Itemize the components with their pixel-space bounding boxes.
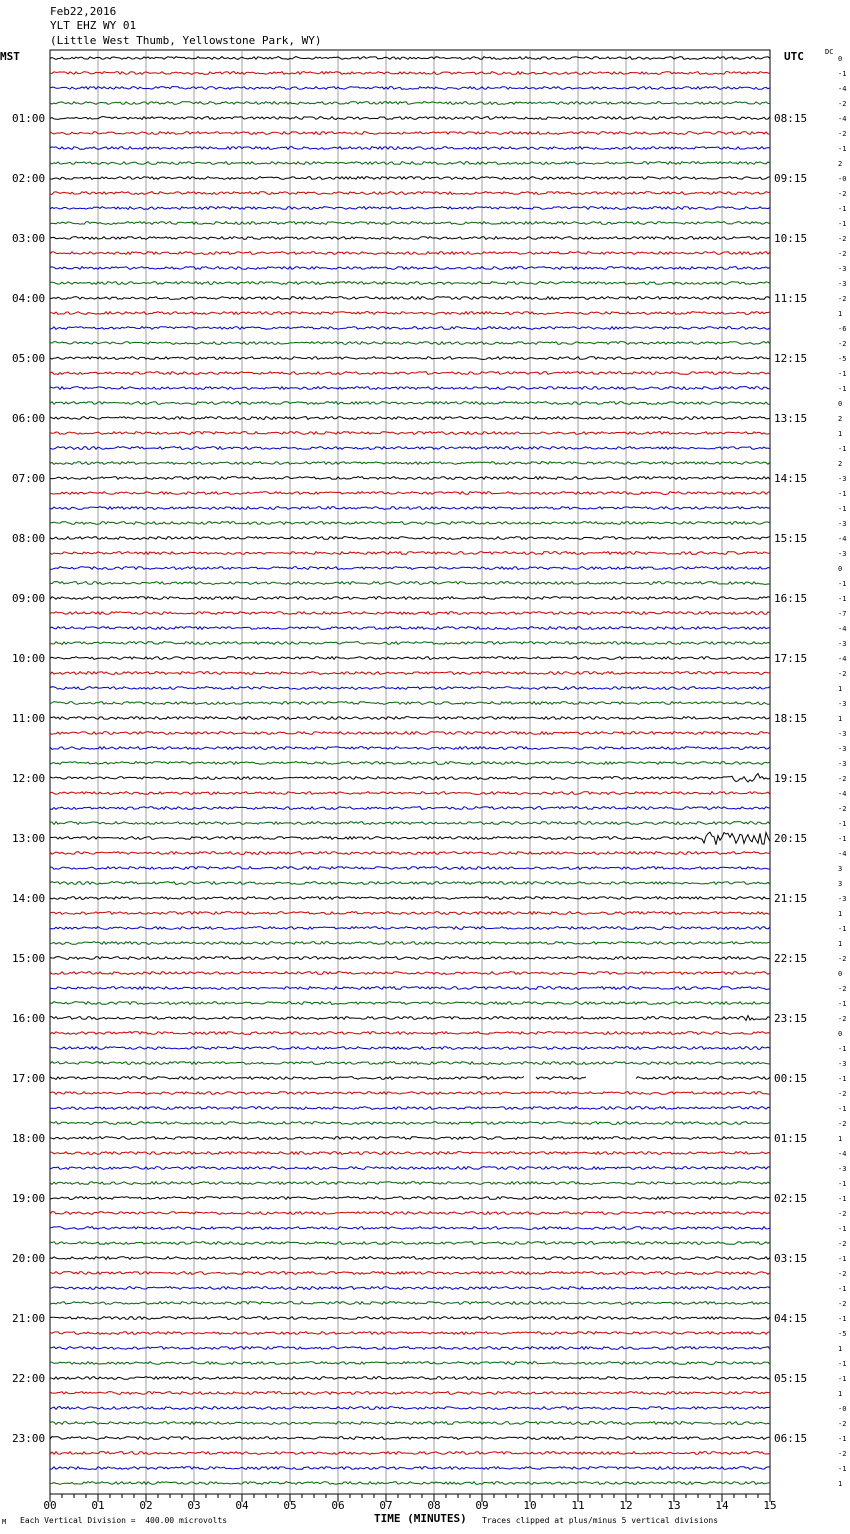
x-tick-label: 11	[571, 1499, 585, 1512]
seismic-trace-row	[50, 1197, 770, 1200]
seismic-trace-row	[50, 1152, 770, 1155]
dc-offset-label: 1	[838, 1480, 843, 1488]
dc-offset-label: -3	[838, 640, 847, 648]
seismic-trace-row	[50, 1272, 770, 1275]
mst-hour-label: 12:00	[12, 772, 46, 785]
dc-offset-label: 1	[838, 310, 843, 318]
dc-offset-label: -3	[838, 730, 847, 738]
dc-offset-label: -2	[838, 985, 847, 993]
dc-offset-label: -2	[838, 100, 847, 108]
seismic-trace-row	[50, 1257, 770, 1260]
seismic-trace-row	[50, 342, 770, 345]
seismic-trace-row	[50, 1122, 770, 1125]
seismic-trace-row	[50, 1242, 770, 1245]
seismic-trace-row	[50, 942, 770, 945]
seismic-trace-row	[50, 912, 770, 915]
mst-hour-label: 10:00	[12, 652, 46, 665]
dc-offset-label: -2	[838, 1210, 847, 1218]
seismic-trace-row	[50, 582, 770, 585]
seismic-trace-row	[50, 642, 770, 645]
utc-hour-label: 03:15	[774, 1252, 808, 1265]
utc-hour-label: 02:15	[774, 1192, 808, 1205]
seismic-trace-row	[50, 1167, 770, 1170]
dc-offset-label: -1	[838, 1045, 847, 1053]
seismic-trace-row	[50, 387, 770, 390]
seismic-trace-row	[50, 522, 770, 525]
seismic-trace-row	[50, 462, 770, 465]
x-tick-label: 09	[475, 1499, 489, 1512]
dc-offset-label: 1	[838, 1345, 843, 1353]
dc-offset-label: -1	[838, 1435, 847, 1443]
utc-hour-label: 06:15	[774, 1432, 808, 1445]
utc-hour-label: 19:15	[774, 772, 808, 785]
dc-offset-label: 1	[838, 910, 843, 918]
dc-offset-label: -1	[838, 70, 847, 78]
dc-offset-label: 1	[838, 715, 843, 723]
seismic-trace-row	[50, 717, 770, 720]
mst-hour-label: 17:00	[12, 1072, 46, 1085]
dc-offset-label: -2	[838, 775, 847, 783]
mst-hour-label: 20:00	[12, 1252, 46, 1265]
seismic-trace-row	[50, 252, 770, 255]
x-tick-label: 05	[283, 1499, 297, 1512]
x-tick-label: 07	[379, 1499, 393, 1512]
dc-offset-label: -1	[838, 1000, 847, 1008]
seismic-trace-row	[50, 867, 770, 870]
dc-offset-label: 0	[838, 565, 843, 573]
seismic-trace-row	[50, 1062, 770, 1065]
x-tick-label: 14	[715, 1499, 729, 1512]
seismic-trace-row	[50, 402, 770, 405]
utc-hour-label: 16:15	[774, 592, 808, 605]
seismic-trace-row	[50, 1347, 770, 1350]
dc-offset-label: -1	[838, 1195, 847, 1203]
seismic-trace-row	[50, 1362, 770, 1365]
x-tick-label: 02	[139, 1499, 153, 1512]
dc-offset-label: -2	[838, 295, 847, 303]
dc-offset-label: -3	[838, 1165, 847, 1173]
x-tick-label: 03	[187, 1499, 201, 1512]
dc-offset-label: -1	[838, 1255, 847, 1263]
seismic-trace-row	[50, 687, 770, 690]
seismic-trace-row	[50, 1227, 770, 1230]
dc-offset-label: -1	[838, 1180, 847, 1188]
seismic-trace-row	[50, 1047, 770, 1050]
seismic-trace-row	[50, 507, 770, 510]
dc-offset-label: -2	[838, 1300, 847, 1308]
dc-offset-label: -1	[838, 220, 847, 228]
seismic-trace-row	[50, 672, 770, 675]
utc-hour-label: 08:15	[774, 112, 808, 125]
seismic-trace-row	[50, 747, 770, 750]
seismic-trace-row	[50, 72, 770, 75]
seismic-trace-row	[50, 492, 770, 495]
dc-offset-label: -2	[838, 235, 847, 243]
seismic-trace-row	[50, 312, 770, 315]
seismic-trace-row	[50, 1437, 770, 1440]
dc-offset-label: -3	[838, 760, 847, 768]
mst-hour-label: 04:00	[12, 292, 46, 305]
x-tick-label: 00	[43, 1499, 57, 1512]
seismic-trace-row	[50, 1302, 770, 1305]
seismic-trace-row	[50, 417, 770, 420]
dc-offset-label: -1	[838, 445, 847, 453]
seismic-trace-row	[50, 852, 770, 855]
seismic-trace-row	[50, 1107, 770, 1110]
dc-offset-label: -1	[838, 1375, 847, 1383]
dc-offset-label: 0	[838, 1030, 843, 1038]
mst-hour-label: 01:00	[12, 112, 46, 125]
seismic-trace-row	[50, 1032, 770, 1035]
dc-offset-label: 0	[838, 55, 843, 63]
seismic-trace-row	[50, 897, 770, 900]
utc-hour-label: 18:15	[774, 712, 808, 725]
dc-offset-label: 1	[838, 1390, 843, 1398]
utc-hour-label: 01:15	[774, 1132, 808, 1145]
utc-hour-label: 11:15	[774, 292, 808, 305]
seismic-trace-row	[50, 192, 770, 195]
seismic-trace-row	[50, 1002, 770, 1005]
dc-offset-label: -1	[838, 1285, 847, 1293]
dc-offset-label: -1	[838, 1315, 847, 1323]
seismic-trace-row	[50, 1422, 770, 1425]
seismic-trace-row	[50, 627, 770, 630]
seismic-trace-row	[50, 552, 770, 555]
seismic-trace-row	[50, 57, 770, 60]
dc-offset-label: -1	[838, 505, 847, 513]
mst-hour-label: 11:00	[12, 712, 46, 725]
seismic-trace-row	[50, 612, 770, 615]
dc-offset-label: -2	[838, 955, 847, 963]
seismic-trace-row	[50, 1212, 770, 1215]
dc-offset-label: -0	[838, 175, 847, 183]
dc-offset-label: -3	[838, 895, 847, 903]
dc-offset-label: -3	[838, 265, 847, 273]
dc-offset-label: -4	[838, 1150, 847, 1158]
dc-offset-label: -4	[838, 790, 847, 798]
utc-hour-label: 20:15	[774, 832, 808, 845]
dc-offset-label: -2	[838, 1450, 847, 1458]
seismic-trace-row	[50, 597, 770, 600]
seismic-trace-row	[50, 222, 770, 225]
dc-offset-label: -1	[838, 1105, 847, 1113]
dc-offset-label: -2	[838, 1270, 847, 1278]
seismic-trace-row	[50, 177, 770, 180]
mst-hour-label: 06:00	[12, 412, 46, 425]
seismic-trace-row	[50, 1182, 770, 1185]
mst-hour-label: 02:00	[12, 172, 46, 185]
dc-offset-label: -1	[838, 1225, 847, 1233]
seismic-trace-row	[50, 1137, 770, 1140]
seismic-trace-row	[50, 537, 770, 540]
station-code: YLT EHZ WY 01	[50, 19, 137, 32]
utc-hour-label: 17:15	[774, 652, 808, 665]
station-location: (Little West Thumb, Yellowstone Park, WY)	[50, 34, 322, 47]
mst-hour-label: 14:00	[12, 892, 46, 905]
dc-offset-label: -1	[838, 1075, 847, 1083]
utc-hour-label: 12:15	[774, 352, 808, 365]
utc-hour-label: 22:15	[774, 952, 808, 965]
corner-mark: M	[2, 1518, 7, 1526]
seismic-trace-row	[50, 832, 770, 845]
dc-offset-header: DC	[825, 48, 834, 56]
utc-hour-label: 23:15	[774, 1012, 808, 1025]
trace-group	[50, 57, 770, 1485]
x-tick-label: 04	[235, 1499, 249, 1512]
dc-offset-label: -2	[838, 1240, 847, 1248]
x-axis-title: TIME (MINUTES)	[374, 1512, 467, 1525]
dc-offset-label: -2	[838, 1090, 847, 1098]
mst-hour-label: 23:00	[12, 1432, 46, 1445]
dc-offset-label: -2	[838, 1015, 847, 1023]
x-tick-label: 10	[523, 1499, 537, 1512]
dc-offset-label: -4	[838, 655, 847, 663]
dc-offset-label: -4	[838, 85, 847, 93]
seismic-trace-row	[50, 162, 770, 165]
seismic-trace-row	[50, 282, 770, 285]
time-axis	[43, 1494, 776, 1512]
seismic-trace-row	[50, 432, 770, 435]
seismic-trace-row	[50, 567, 770, 570]
dc-offset-label: -1	[838, 205, 847, 213]
seismic-trace-row	[50, 1092, 770, 1095]
seismic-trace-row	[50, 702, 770, 705]
seismic-trace-row	[50, 372, 770, 375]
utc-hour-label: 00:15	[774, 1072, 808, 1085]
dc-offset-label: 3	[838, 880, 843, 888]
dc-offset-label: 1	[838, 940, 843, 948]
seismic-trace-row	[50, 102, 770, 105]
dc-offset-label: -1	[838, 925, 847, 933]
dc-offset-label: -4	[838, 115, 847, 123]
utc-hour-label: 21:15	[774, 892, 808, 905]
mst-hour-label: 13:00	[12, 832, 46, 845]
dc-offset-label: 2	[838, 160, 843, 168]
dc-offset-label: -1	[838, 835, 847, 843]
dc-offset-label: -0	[838, 1405, 847, 1413]
dc-offset-label: -2	[838, 670, 847, 678]
dc-offset-label: 0	[838, 970, 843, 978]
mst-hour-label: 07:00	[12, 472, 46, 485]
seismic-trace-row	[50, 1317, 770, 1320]
dc-offset-label: -7	[838, 610, 847, 618]
utc-hour-label: 15:15	[774, 532, 808, 545]
dc-offset-label: -5	[838, 355, 847, 363]
seismic-trace-row	[50, 1452, 770, 1455]
dc-offset-label: -4	[838, 535, 847, 543]
seismic-trace-row	[50, 1482, 770, 1485]
dc-offset-label: -3	[838, 280, 847, 288]
seismic-trace-row	[50, 297, 770, 300]
seismic-trace-row	[50, 792, 770, 795]
utc-hour-label: 04:15	[774, 1312, 808, 1325]
dc-offset-label: -2	[838, 805, 847, 813]
mst-hour-label: 08:00	[12, 532, 46, 545]
mst-hour-label: 16:00	[12, 1012, 46, 1025]
dc-offset-label: -4	[838, 850, 847, 858]
dc-offset-label: -1	[838, 820, 847, 828]
seismic-trace-row	[50, 1392, 770, 1395]
x-tick-label: 13	[667, 1499, 681, 1512]
dc-offset-label: -2	[838, 190, 847, 198]
mst-hour-label: 03:00	[12, 232, 46, 245]
utc-hour-label: 09:15	[774, 172, 808, 185]
mst-hour-label: 05:00	[12, 352, 46, 365]
seismic-trace-row	[50, 1287, 770, 1290]
seismic-trace-row	[50, 822, 770, 825]
dc-offset-label: -2	[838, 130, 847, 138]
seismic-trace-row	[50, 207, 770, 210]
mst-hour-label: 15:00	[12, 952, 46, 965]
seismic-trace-row	[50, 1077, 770, 1080]
dc-offset-label: -1	[838, 595, 847, 603]
dc-offset-label: 1	[838, 685, 843, 693]
dc-offset-label: -3	[838, 700, 847, 708]
seismic-trace-row	[50, 1467, 770, 1470]
mst-hour-label: 18:00	[12, 1132, 46, 1145]
seismic-trace-row	[50, 327, 770, 330]
dc-offset-label: 2	[838, 415, 843, 423]
utc-hour-label: 14:15	[774, 472, 808, 485]
seismic-trace-row	[50, 732, 770, 735]
utc-hour-label: 13:15	[774, 412, 808, 425]
dc-offset-label: -6	[838, 325, 847, 333]
seismic-trace-row	[50, 987, 770, 990]
x-tick-label: 15	[763, 1499, 777, 1512]
seismic-trace-row	[50, 1016, 770, 1021]
seismic-trace-row	[50, 147, 770, 150]
mst-hour-label: 21:00	[12, 1312, 46, 1325]
dc-offset-label: -3	[838, 520, 847, 528]
seismic-trace-row	[50, 762, 770, 765]
dc-offset-label: -1	[838, 1360, 847, 1368]
seismic-trace-row	[50, 774, 770, 783]
seismic-trace-row	[50, 807, 770, 810]
x-tick-label: 12	[619, 1499, 633, 1512]
dc-offset-label: -2	[838, 250, 847, 258]
left-timezone-label: MST	[0, 50, 20, 63]
dc-offset-label: -1	[838, 370, 847, 378]
seismic-trace-row	[50, 957, 770, 960]
right-timezone-label: UTC	[784, 50, 804, 63]
x-tick-label: 06	[331, 1499, 345, 1512]
dc-offset-label: -2	[838, 1420, 847, 1428]
dc-offset-label: -2	[838, 340, 847, 348]
dc-offset-label: -3	[838, 745, 847, 753]
x-tick-label: 08	[427, 1499, 441, 1512]
seismic-trace-row	[50, 477, 770, 480]
seismic-trace-row	[50, 927, 770, 930]
dc-offset-label: -5	[838, 1330, 847, 1338]
seismic-trace-row	[50, 357, 770, 360]
seismic-trace-row	[50, 1407, 770, 1410]
seismic-trace-row	[50, 657, 770, 660]
seismic-trace-row	[50, 267, 770, 270]
seismic-trace-row	[50, 132, 770, 135]
seismic-trace-row	[50, 87, 770, 90]
utc-hour-label: 10:15	[774, 232, 808, 245]
dc-offset-label: -2	[838, 1120, 847, 1128]
seismic-trace-row	[50, 237, 770, 240]
dc-offset-label: -3	[838, 1060, 847, 1068]
record-date: Feb22,2016	[50, 5, 117, 18]
dc-offset-label: -4	[838, 625, 847, 633]
dc-offset-label: 0	[838, 400, 843, 408]
clipping-note: Traces clipped at plus/minus 5 vertical divisions	[482, 1516, 719, 1525]
seismic-trace-row	[50, 1377, 770, 1380]
seismic-trace-row	[50, 117, 770, 120]
dc-offset-label: 3	[838, 865, 843, 873]
dc-offset-label: -3	[838, 475, 847, 483]
dc-offset-label: -1	[838, 385, 847, 393]
x-tick-label: 01	[91, 1499, 105, 1512]
seismic-trace-row	[50, 882, 770, 885]
seismic-trace-row	[50, 1332, 770, 1335]
dc-offset-label: -1	[838, 580, 847, 588]
seismic-trace-row	[50, 447, 770, 450]
dc-offset-label: -3	[838, 550, 847, 558]
mst-hour-label: 19:00	[12, 1192, 46, 1205]
dc-offset-label: -1	[838, 145, 847, 153]
utc-hour-label: 05:15	[774, 1372, 808, 1385]
dc-offset-label: -1	[838, 1465, 847, 1473]
dc-offset-label: 2	[838, 460, 843, 468]
mst-hour-label: 09:00	[12, 592, 46, 605]
dc-offset-label: 1	[838, 430, 843, 438]
scale-note: Each Vertical Division = 400.00 microvolts	[20, 1516, 228, 1525]
seismic-trace-row	[50, 972, 770, 975]
mst-hour-label: 22:00	[12, 1372, 46, 1385]
dc-offset-label: -1	[838, 490, 847, 498]
dc-offset-label: 1	[838, 1135, 843, 1143]
